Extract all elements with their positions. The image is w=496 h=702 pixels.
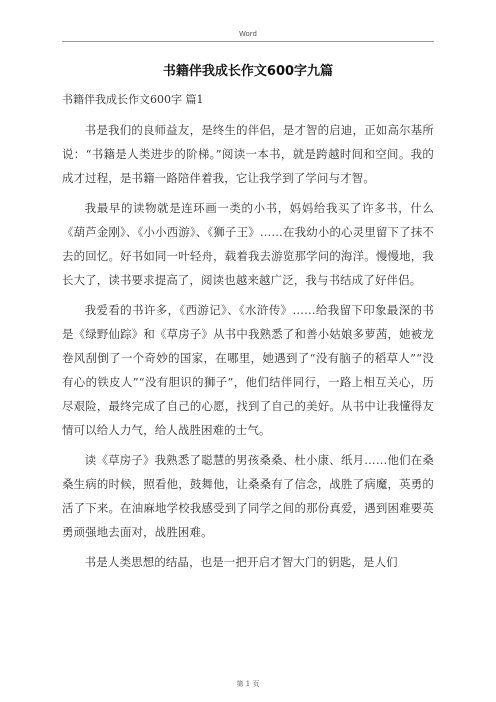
header-label: Word xyxy=(239,30,257,38)
paragraph: 读《草房子》我熟悉了聪慧的男孩桑桑、杜小康、纸月……他们在桑桑生病的时候，照看他，鼓舞他，让桑桑有了信念，战胜了病魔，英勇的活了下来。在油麻地学校我感受到了同学之间的那份真爱，遇到困难要英勇顽强地去面对，战胜困难。 xyxy=(62,453,434,539)
document-body xyxy=(62,118,434,580)
paragraph: 书是我们的良师益友，是终生的伴侣，是才智的启迪，正如高尔基所说：“书籍是人类进步的阶梯。”阅读一本书，就是跨越时间和空间。我的成才过程，是书籍一路陪伴着我，它让我学到了学问与才智。 xyxy=(62,123,434,185)
page-header xyxy=(62,0,434,42)
paragraph: 我爱看的书许多，《西游记》、《水浒传》……给我留下印象最深的书是《绿野仙踪》和《草房子》从书中我熟悉了和善小姑娘多萝茜，她被龙卷风刮倒了一个奇妙的国家，在哪里，她遇到了“没有脑子的稻草人”“没有心的铁皮人”“没有胆识的狮子”，他们结伴同行，一路上相互关心，历尽艰险，最终完成了自己的心愿，找到了自己的美好。从书中让我懂得友情可以给人力气，给人战胜困难的士气。 xyxy=(62,303,434,437)
document-subtitle: 书籍伴我成长作文600字 篇1 xyxy=(62,93,204,106)
paragraph: 书是人类思想的结晶，也是一把开启才智大门的钥匙，是人们 xyxy=(84,555,398,569)
page-number: 第 1 页 xyxy=(236,680,260,688)
paragraph: 我最早的读物就是连环画一类的小书，妈妈给我买了许多书，什么《葫芦金刚》、《小小西游》、《狮子王》……在我幼小的心灵里留下了抹不去的回忆。好书如同一叶轻舟，载着我去游览那学问的海洋。慢慢地，我长大了，读书要求提高了，阅读也越来越广泛，我与书结成了好伴侣。 xyxy=(62,201,434,287)
document-title: 书籍伴我成长作文600字九篇 xyxy=(162,64,334,79)
